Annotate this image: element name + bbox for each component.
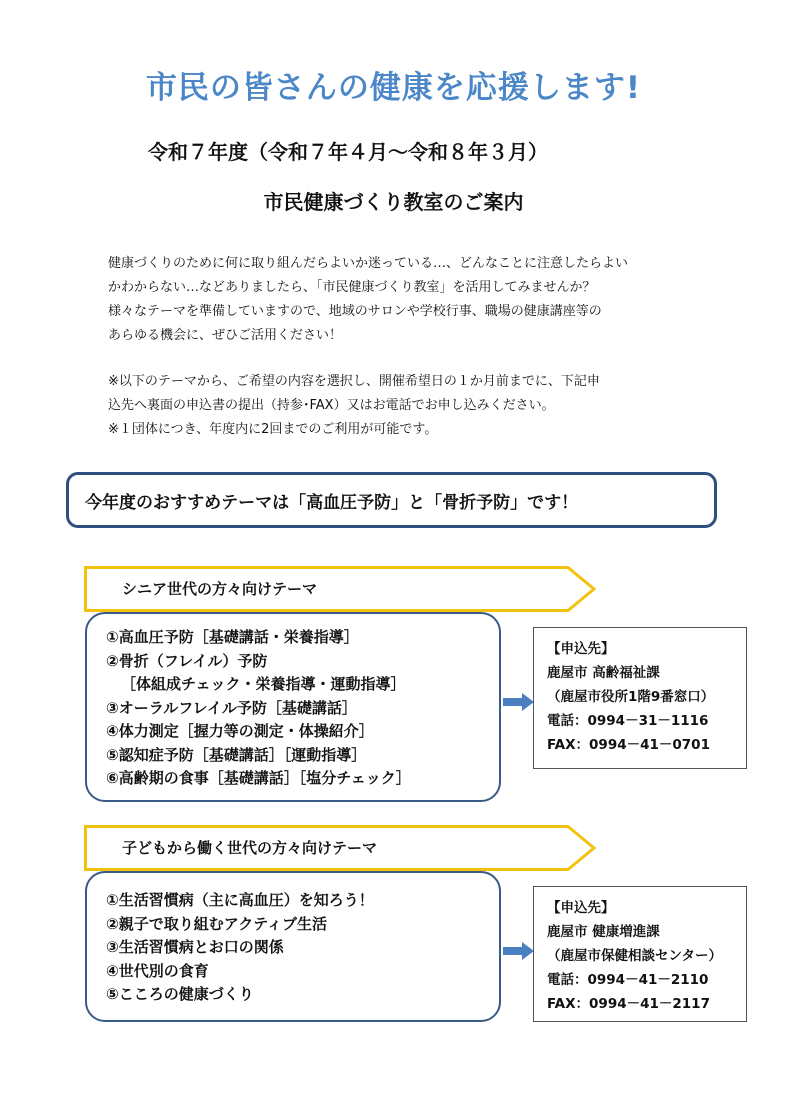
contact-fax: FAX：0994－41－0701 <box>547 737 710 753</box>
list-item: ①生活習慣病（主に高血圧）を知ろう！ <box>106 891 374 909</box>
recommendation-box <box>66 472 717 528</box>
note-line: 込先へ裏面の申込書の提出（持参･FAX）又はお電話でお申し込みください。 <box>108 398 555 413</box>
list-item: ②親子で取り組むアクティブ生活 <box>106 914 328 933</box>
intro-line: 様々なテーマを準備していますので、地域のサロンや学校行事、職場の健康講座等の <box>108 304 602 319</box>
page-title: 市民の皆さんの健康を応援します! <box>145 70 642 106</box>
contact-location: （鹿屋市役所1階9番窓口） <box>547 689 715 705</box>
list-item: ④世代別の食育 <box>106 961 209 980</box>
list-item: ④体力測定［握力等の測定・体操紹介］ <box>106 722 374 740</box>
senior-theme-banner <box>84 566 596 612</box>
working-theme-banner <box>84 825 596 871</box>
list-item: ⑥高齢期の食事［基礎講話］［塩分チェック］ <box>106 769 411 787</box>
contact-location: （鹿屋市保健相談センター） <box>547 948 722 964</box>
list-item: ⑤認知症予防［基礎講話］［運動指導］ <box>106 745 367 764</box>
program-guide-heading: 市民健康づくり教室のご案内 <box>263 190 524 214</box>
list-item: ①高血圧予防［基礎講話・栄養指導］ <box>106 628 359 646</box>
intro-paragraph <box>108 252 628 348</box>
senior-theme-heading: シニア世代の方々向けテーマ <box>122 580 318 598</box>
intro-line: かわからない…などありましたら、「市民健康づくり教室」を活用してみませんか？ <box>108 280 596 295</box>
contact-phone: 電話：0994－41－2110 <box>547 972 709 988</box>
arrow-right-icon <box>503 693 534 711</box>
recommendation-text: 今年度のおすすめテーマは「高血圧予防」と「骨折予防」です！ <box>85 492 579 513</box>
senior-theme-list <box>85 612 501 802</box>
intro-line: あらゆる機会に、ぜひご活用ください！ <box>108 328 343 343</box>
list-item: ⑤こころの健康づくり <box>106 985 254 1003</box>
arrow-right-icon <box>503 942 534 960</box>
contact-phone: 電話：0994－31－1116 <box>547 713 709 729</box>
notes-paragraph <box>108 370 600 442</box>
list-item: ［体組成チェック・栄養指導・運動指導］ <box>121 675 406 693</box>
contact-fax: FAX：0994－41－2117 <box>547 996 710 1012</box>
working-contact-box <box>533 886 747 1022</box>
note-line: ※１団体につき、年度内に2回までのご利用が可能です。 <box>108 422 438 437</box>
working-theme-heading: 子どもから働く世代の方々向けテーマ <box>122 839 378 857</box>
contact-label: 【申込先】 <box>547 900 615 916</box>
list-item: ②骨折（フレイル）予防 <box>106 651 268 670</box>
note-line: ※以下のテーマから、ご希望の内容を選択し、開催希望日の１か月前までに、下記申 <box>108 374 600 389</box>
contact-department: 鹿屋市 高齢福祉課 <box>547 665 660 681</box>
contact-department: 鹿屋市 健康増進課 <box>547 924 660 940</box>
intro-line: 健康づくりのために何に取り組んだらよいか迷っている…、どんなことに注意したらよい <box>108 256 629 271</box>
senior-contact-box <box>533 627 747 769</box>
list-item: ③オーラルフレイル予防［基礎講話］ <box>106 698 357 717</box>
contact-label: 【申込先】 <box>547 641 615 657</box>
working-theme-list <box>85 871 501 1022</box>
list-item: ③生活習慣病とお口の関係 <box>106 938 284 956</box>
fiscal-period-heading: 令和７年度（令和７年４月～令和８年３月） <box>148 140 548 164</box>
